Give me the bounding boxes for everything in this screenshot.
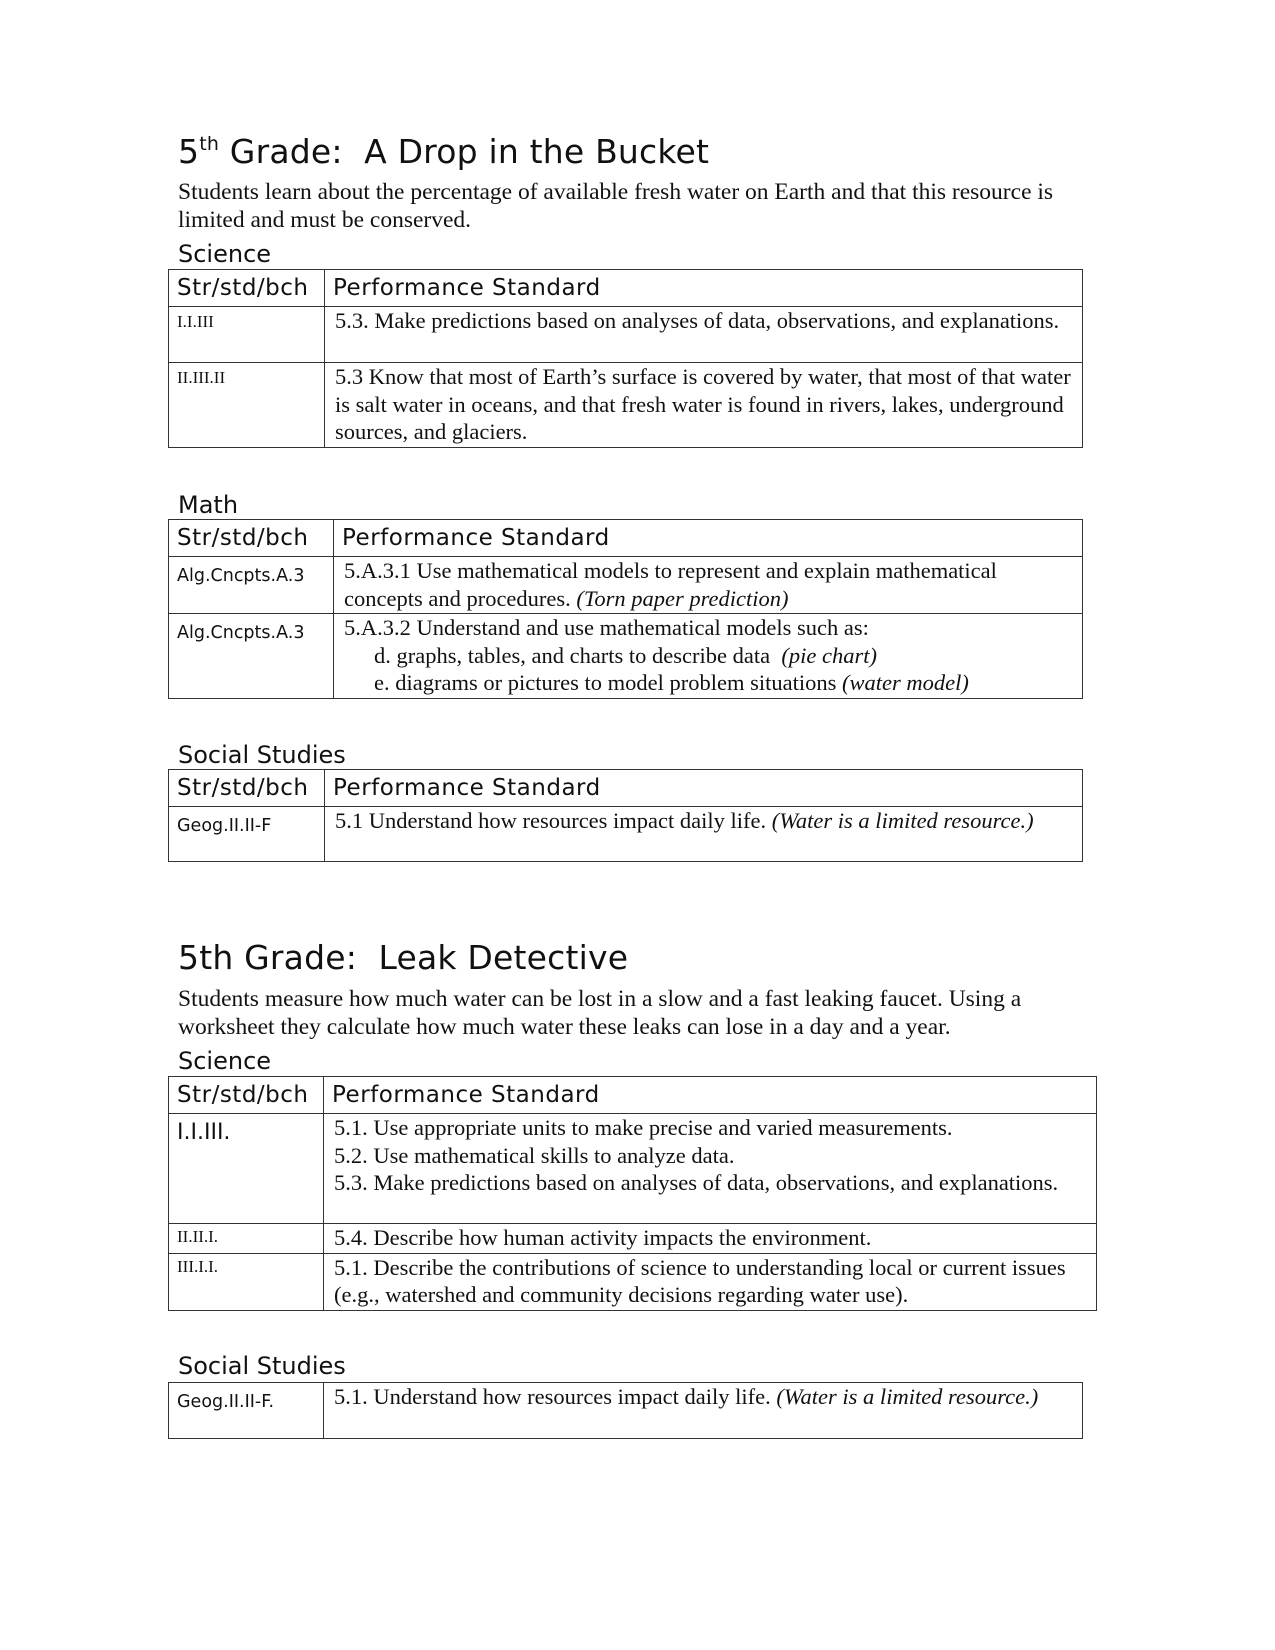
science-standards-table	[168, 1076, 1097, 1311]
column-header-code: Str/std/bch	[169, 770, 325, 807]
column-header-code: Str/std/bch	[169, 520, 334, 557]
science-standards-table	[168, 269, 1083, 448]
column-header-code: Str/std/bch	[169, 1077, 324, 1114]
column-header-standard: Performance Standard	[324, 1077, 1097, 1114]
table-header-row	[169, 1077, 1097, 1114]
column-header-standard: Performance Standard	[334, 520, 1083, 557]
table-row	[169, 363, 1083, 448]
table-row	[169, 807, 1083, 862]
section-description: Students learn about the percentage of available fresh water on Earth and that this resource is limited and must be conserved.	[178, 179, 1054, 233]
table-row	[169, 1383, 1083, 1439]
standard-code: Geog.II.II-F	[169, 807, 325, 862]
table-row	[169, 1253, 1097, 1310]
standard-text: 5.3. Make predictions based on analyses of data, observations, and explanations.	[325, 307, 1083, 363]
table-header-row	[169, 770, 1083, 807]
standard-text: 5.A.3.2 Understand and use mathematical models such as: d. graphs, tables, and charts to describe data (pie chart) e. diagrams or pictures to model problem situations (water model)	[334, 614, 1083, 699]
standard-code: Alg.Cncpts.A.3	[169, 557, 334, 614]
standard-text: 5.1 Understand how resources impact daily life. (Water is a limited resource.)	[325, 807, 1083, 862]
subject-heading-science: Science	[178, 240, 272, 268]
standard-text: 5.1. Describe the contributions of science to understanding local or current issues (e.g., watershed and community decisions regarding water use).	[324, 1253, 1097, 1310]
standard-text: 5.4. Describe how human activity impacts the environment.	[324, 1224, 1097, 1254]
standard-code: III.I.I.	[169, 1253, 324, 1310]
standard-code: I.I.III.	[169, 1114, 324, 1224]
subject-heading-math: Math	[178, 491, 239, 519]
column-header-standard: Performance Standard	[325, 770, 1083, 807]
standard-note: (Torn paper prediction)	[576, 585, 789, 611]
table-row	[169, 614, 1083, 699]
sub-item-d: d. graphs, tables, and charts to describe data (pie chart)	[374, 642, 877, 668]
section-title-leak-detective: 5th Grade: Leak Detective	[178, 938, 629, 977]
table-row	[169, 557, 1083, 614]
standard-note: (Water is a limited resource.)	[771, 808, 1034, 833]
section-title-drop-in-bucket: 5th Grade: A Drop in the Bucket	[178, 132, 710, 171]
table-row	[169, 1224, 1097, 1254]
subject-heading-science: Science	[178, 1047, 272, 1075]
standard-code: II.II.I.	[169, 1224, 324, 1254]
subject-heading-social-studies: Social Studies	[178, 1352, 346, 1380]
standard-text: 5.A.3.1 Use mathematical models to represent and explain mathematical concepts and procedures. (Torn paper prediction)	[334, 557, 1083, 614]
sub-item-e: e. diagrams or pictures to model problem situations (water model)	[374, 670, 969, 695]
table-row	[169, 307, 1083, 363]
standard-code: Alg.Cncpts.A.3	[169, 614, 334, 699]
standard-note: (Water is a limited resource.)	[776, 1384, 1039, 1409]
standard-text	[324, 1114, 1097, 1224]
standard-line: 5.1. Use appropriate units to make precise and varied measurements.	[334, 1115, 953, 1140]
table-row	[169, 1114, 1097, 1224]
standard-line: 5.2. Use mathematical skills to analyze data.	[334, 1142, 735, 1168]
social-studies-standards-table	[168, 769, 1083, 862]
column-header-standard: Performance Standard	[325, 270, 1083, 307]
standard-code: II.III.II	[169, 363, 325, 448]
standard-text: 5.3 Know that most of Earth’s surface is covered by water, that most of that water is salt water in oceans, and that fresh water is found in rivers, lakes, underground sources, and glaciers.	[325, 363, 1083, 448]
table-header-row	[169, 520, 1083, 557]
standard-line: 5.3. Make predictions based on analyses of data, observations, and explanations.	[334, 1170, 1059, 1195]
social-studies-standards-table	[168, 1382, 1083, 1439]
math-standards-table	[168, 519, 1083, 699]
section-description: Students measure how much water can be lost in a slow and a fast leaking faucet. Using a worksheet they calculate how much water these leaks can lose in a day and a year.	[178, 986, 1022, 1040]
subject-heading-social-studies: Social Studies	[178, 741, 346, 769]
table-header-row	[169, 270, 1083, 307]
standard-code: I.I.III	[169, 307, 325, 363]
standard-code: Geog.II.II-F.	[169, 1383, 324, 1439]
column-header-code: Str/std/bch	[169, 270, 325, 307]
standard-text: 5.1. Understand how resources impact daily life. (Water is a limited resource.)	[324, 1383, 1083, 1439]
